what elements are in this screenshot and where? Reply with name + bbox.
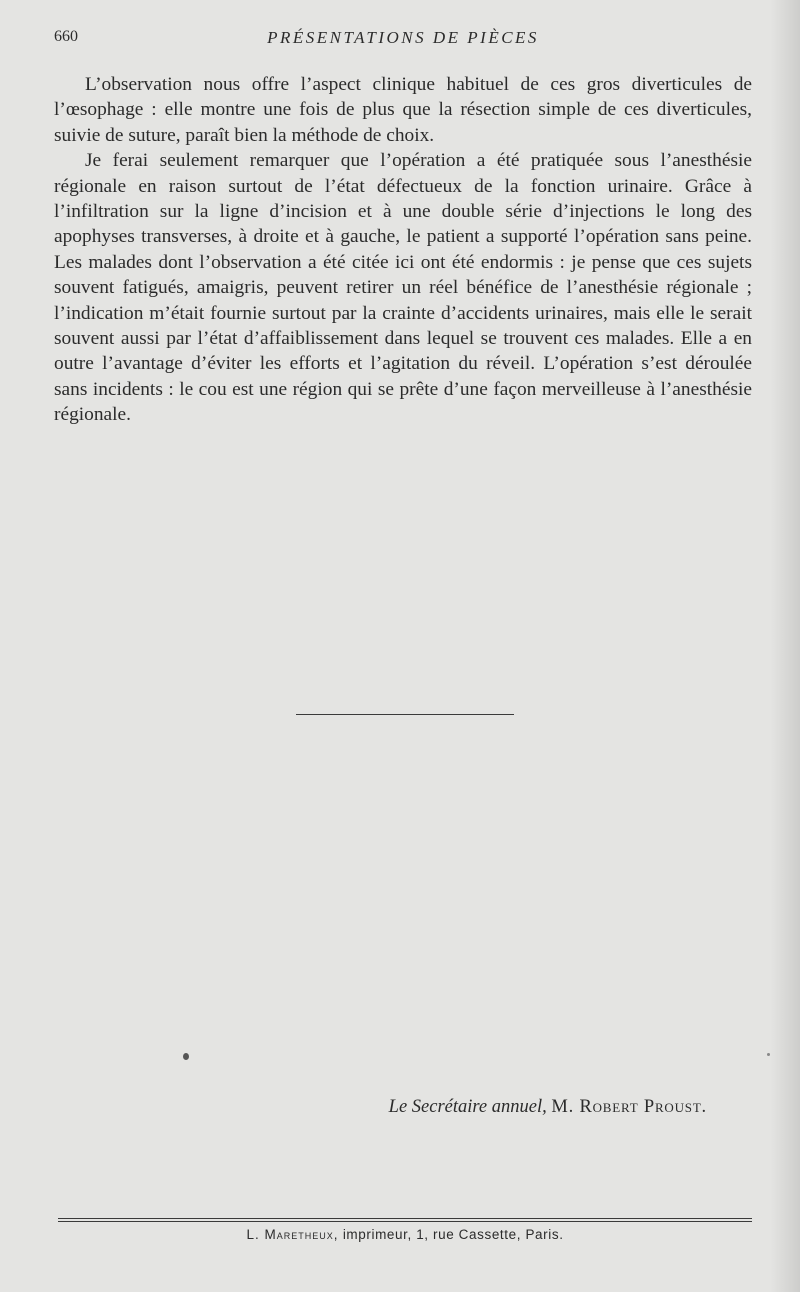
signature-name: M. Robert Proust.: [551, 1097, 707, 1117]
ink-speck: [767, 1053, 770, 1056]
section-end-rule: [296, 714, 514, 715]
ink-speck: [183, 1053, 189, 1060]
signature: [389, 1097, 707, 1118]
printer-address: imprimeur, 1, rue Cassette, Paris.: [342, 1227, 564, 1242]
printer-name: L. Maretheux,: [246, 1227, 339, 1242]
signature-role: Le Secrétaire annuel,: [388, 1097, 547, 1117]
footer-rule: [58, 1218, 752, 1219]
paragraph: Je ferai seulement remarquer que l’opération a été pratiquée sous l’anesthésie régionale en raison surtout de l’état défectueux de la fonction urinaire. Grâce à l’infiltration sur la ligne d’incision et à une double série d’injections le long des apophyses transverses, à droite et à gauche, le patient a supporté l’opération sans peine. Les malades dont l’observation a été citée ici ont été endormis : je pense que ces sujets souvent fatigués, amaigris, peuvent retirer un réel bénéfice de l’anesthésie régionale ; l’indication m’était fournie surtout par la crainte d’accidents urinaires, mais elle le serait souvent aussi par l’état d’affaiblissement dans lequel se trouvent ces malades. Elle a en outre l’avantage d’éviter les efforts et l’agitation du réveil. L’opération s’est déroulée sans incidents : le cou est une région qui se prête d’une façon merveilleuse à l’anesthésie régionale.: [54, 150, 752, 426]
imprint-line: [0, 1227, 800, 1242]
running-header: [54, 28, 752, 52]
paragraph: L’observation nous offre l’aspect clinique habituel de ces gros diverticules de l’œsophage : elle montre une fois de plus que la résection simple de ces diverticules, suivie de suture, paraît bien la méthode de choix.: [54, 74, 752, 146]
section-title: PRÉSENTATIONS DE PIÈCES: [267, 28, 539, 47]
page-edge-shadow: [770, 0, 800, 1292]
footer-rule: [58, 1221, 752, 1222]
page-number: 660: [54, 28, 78, 45]
body-text: [54, 72, 752, 428]
